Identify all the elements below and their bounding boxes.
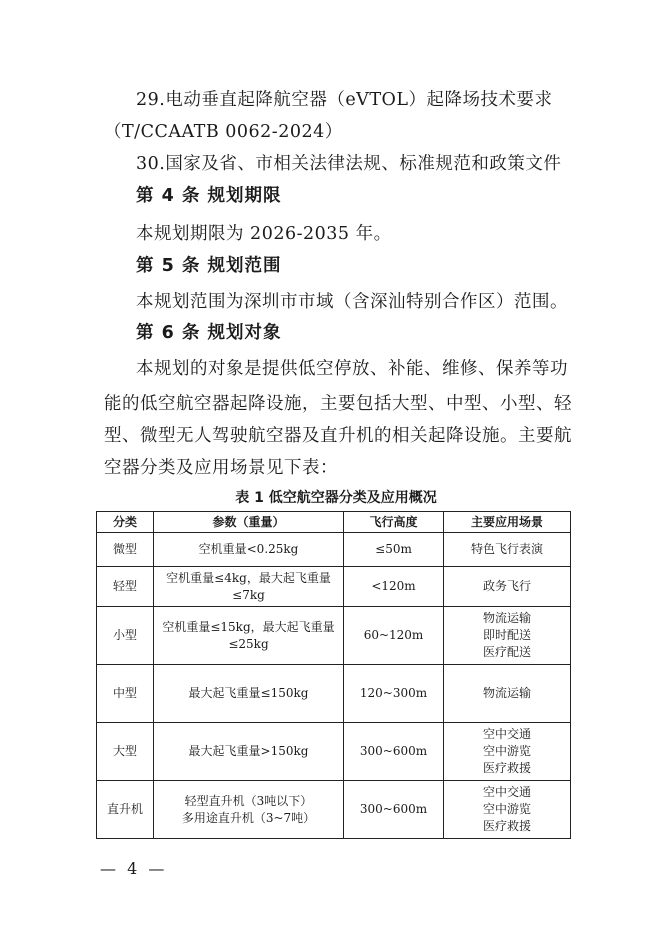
- cell-parameter: [154, 781, 344, 839]
- cell-application: [444, 723, 571, 781]
- cell-category: 中型: [97, 665, 154, 723]
- application-line: 空中交通: [482, 727, 531, 741]
- list-item-29-line2: （T/CCAATB 0062-2024）: [104, 122, 343, 142]
- cell-parameter: [154, 567, 344, 607]
- page-number: — 4 —: [100, 859, 168, 878]
- header-altitude: 飞行高度: [344, 512, 444, 533]
- cell-altitude: 300~600m: [344, 723, 444, 781]
- cell-category: 小型: [97, 607, 154, 665]
- application-line: 物流运输: [482, 686, 531, 700]
- article-6-text-line4: 空器分类及应用场景见下表：: [104, 458, 338, 478]
- table-row: [97, 723, 571, 781]
- application-line: 医疗救援: [482, 819, 531, 833]
- article-5-text: 本规划范围为深圳市市域（含深汕特别合作区）范围。: [136, 292, 568, 312]
- parameter-line: 多用途直升机（3~7吨）: [181, 810, 316, 825]
- header-parameter: 参数（重量）: [154, 512, 344, 533]
- cell-parameter: [154, 533, 344, 567]
- cell-altitude: 120~300m: [344, 665, 444, 723]
- cell-category: 直升机: [97, 781, 154, 839]
- article-6-text-line1: 本规划的对象是提供低空停放、补能、维修、保养等功: [136, 359, 568, 379]
- table-row: [97, 665, 571, 723]
- cell-altitude: ≤50m: [344, 533, 444, 567]
- parameter-line: ≤25kg: [228, 636, 269, 651]
- article-6-text-line2: 能的低空航空器起降设施，主要包括大型、中型、小型、轻: [104, 394, 572, 414]
- cell-application: [444, 781, 571, 839]
- cell-application: [444, 665, 571, 723]
- parameter-line: 空机重量<0.25kg: [198, 542, 299, 556]
- table-row: [97, 607, 571, 665]
- header-category: 分类: [97, 512, 154, 533]
- table-header-row: [97, 512, 571, 533]
- parameter-line: 轻型直升机（3吨以下）: [184, 793, 313, 808]
- table-caption: 表 1 低空航空器分类及应用概况: [235, 490, 437, 506]
- article-5-heading: 第 5 条 规划范围: [136, 256, 282, 276]
- application-line: 空中交通: [482, 785, 531, 799]
- cell-category: 微型: [97, 533, 154, 567]
- application-line: 政务飞行: [482, 579, 531, 593]
- cell-category: 大型: [97, 723, 154, 781]
- parameter-line: 空机重量≤4kg，最大起飞重量: [166, 570, 331, 585]
- table-row: [97, 533, 571, 567]
- cell-category: 轻型: [97, 567, 154, 607]
- application-line: 空中游览: [482, 744, 531, 758]
- cell-application: [444, 607, 571, 665]
- application-line: 医疗救援: [482, 761, 531, 775]
- cell-parameter: [154, 665, 344, 723]
- parameter-line: 空机重量≤15kg，最大起飞重量: [162, 619, 335, 634]
- cell-application: [444, 533, 571, 567]
- list-item-30: 30.国家及省、市相关法律法规、标准规范和政策文件: [136, 154, 562, 174]
- parameter-line: 最大起飞重量>150kg: [188, 744, 309, 758]
- table-row: [97, 781, 571, 839]
- application-line: 空中游览: [482, 802, 531, 816]
- cell-altitude: 60~120m: [344, 607, 444, 665]
- parameter-line: ≤7kg: [232, 587, 265, 602]
- cell-parameter: [154, 607, 344, 665]
- cell-parameter: [154, 723, 344, 781]
- list-item-29-line1: 29.电动垂直起降航空器（eVTOL）起降场技术要求: [136, 90, 553, 110]
- article-6-text-line3: 型、微型无人驾驶航空器及直升机的相关起降设施。主要航: [104, 426, 572, 446]
- article-6-heading: 第 6 条 规划对象: [136, 323, 282, 343]
- article-4-heading: 第 4 条 规划期限: [136, 186, 282, 206]
- parameter-line: 最大起飞重量≤150kg: [188, 686, 309, 700]
- application-line: 即时配送: [482, 628, 531, 642]
- cell-altitude: <120m: [344, 567, 444, 607]
- article-4-text: 本规划期限为 2026-2035 年。: [136, 224, 392, 244]
- cell-application: [444, 567, 571, 607]
- table-row: [97, 567, 571, 607]
- application-line: 特色飞行表演: [470, 542, 543, 556]
- aircraft-classification-table: [96, 511, 571, 839]
- application-line: 医疗配送: [482, 645, 531, 659]
- header-application: 主要应用场景: [444, 512, 571, 533]
- application-line: 物流运输: [482, 611, 531, 625]
- cell-altitude: 300~600m: [344, 781, 444, 839]
